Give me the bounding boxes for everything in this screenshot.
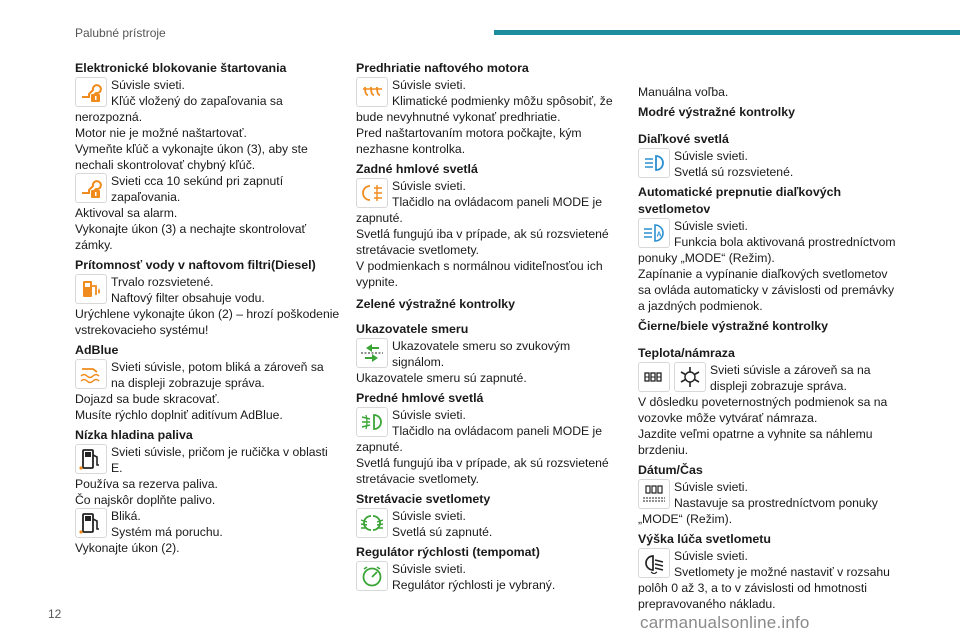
text-line: Dojazd sa bude skracovať. bbox=[75, 392, 220, 406]
text-line: Systém má poruchu. bbox=[111, 525, 223, 539]
fuel-pump-icon bbox=[75, 444, 107, 474]
section-title: Predhriatie naftového motora bbox=[356, 61, 529, 75]
text-line: Vykonajte úkon (2). bbox=[75, 541, 180, 555]
bw-lamps-heading: Čierne/biele výstražné kontrolky bbox=[638, 319, 829, 333]
column-right bbox=[638, 84, 900, 616]
text-line: Klimatické podmienky môžu spôsobiť, že bbox=[392, 94, 613, 108]
front-fog-light-icon bbox=[356, 407, 388, 437]
text-line: Súvisle svieti. bbox=[674, 480, 748, 494]
text-line: stretávacie svetlomety. bbox=[356, 472, 480, 486]
text-line: nezhasne kontrolka. bbox=[356, 142, 466, 156]
text-line: Ukazovatele smeru sú zapnuté. bbox=[356, 371, 527, 385]
text-line: Súvisle svieti. bbox=[111, 78, 185, 92]
section-headlamp-leveling bbox=[638, 531, 900, 612]
text-line: Naftový filter obsahuje vodu. bbox=[111, 291, 265, 305]
adblue-icon bbox=[75, 359, 107, 389]
section-title: Zadné hmlové svetlá bbox=[356, 162, 478, 176]
blue-lamps-heading: Modré výstražné kontrolky bbox=[638, 105, 795, 119]
auto-main-beam-icon bbox=[638, 218, 670, 248]
section-adblue bbox=[75, 342, 345, 423]
text-line: zámky. bbox=[75, 238, 113, 252]
text-line: Svetlomety je možné nastaviť v rozsahu bbox=[674, 565, 890, 579]
text-line: Svetlá sú rozsvietené. bbox=[674, 165, 794, 179]
text-line: Regulátor rýchlosti je vybraný. bbox=[392, 578, 556, 592]
text-line: Trvalo rozsvietené. bbox=[111, 275, 214, 289]
text-line: displeji zobrazuje správa. bbox=[710, 379, 847, 393]
section-low-fuel bbox=[75, 427, 345, 556]
text-line: nechali skontrolovať chybný kľúč. bbox=[75, 158, 256, 172]
text-line: Svieti súvisle a zároveň sa na bbox=[710, 363, 871, 377]
clock-display-icon bbox=[638, 479, 670, 509]
text-line: Manuálna voľba. bbox=[638, 85, 729, 99]
speedometer-icon bbox=[356, 561, 388, 591]
section-title: Ukazovatele smeru bbox=[356, 322, 469, 336]
text-line: Používa sa rezerva paliva. bbox=[75, 477, 218, 491]
section-title: Teplota/námraza bbox=[638, 346, 735, 360]
text-line: Súvisle svieti. bbox=[392, 562, 466, 576]
text-line: Motor nie je možné naštartovať. bbox=[75, 126, 247, 140]
section-date-time bbox=[638, 462, 900, 527]
watermark: carmanualsonline.info bbox=[640, 613, 810, 632]
section-title: svetlometov bbox=[638, 202, 711, 216]
rear-fog-light-icon bbox=[356, 178, 388, 208]
text-line: Kľúč vložený do zapaľovania sa bbox=[111, 94, 283, 108]
text-line: bude nevyhnutné vykonať predhriatie. bbox=[356, 110, 561, 124]
section-title: Dátum/Čas bbox=[638, 463, 703, 477]
page-number: 12 bbox=[48, 607, 62, 621]
immobiliser-icon bbox=[75, 77, 107, 107]
text-line: Vymeňte kľúč a vykonajte úkon (3), aby ste bbox=[75, 142, 308, 156]
section-cruise-control bbox=[356, 544, 626, 593]
text-line: Vykonajte úkon (3) a nechajte skontrolovať bbox=[75, 222, 307, 236]
section-title: Výška lúča svetlometu bbox=[638, 532, 771, 546]
section-title: Regulátor rýchlosti (tempomat) bbox=[356, 545, 540, 559]
section-auto-main-beam bbox=[638, 184, 900, 314]
text-line: sa ovláda automaticky v závislosti od premávky bbox=[638, 283, 895, 297]
text-line: Funkcia bola aktivovaná prostredníctvom bbox=[674, 235, 896, 249]
section-title: Predné hmlové svetlá bbox=[356, 391, 484, 405]
text-line: prepravovaného nákladu. bbox=[638, 597, 776, 611]
text-line: Svetlá fungujú iba v prípade, ak sú rozsvietené bbox=[356, 227, 609, 241]
section-main-beam bbox=[638, 131, 900, 180]
text-line: „MODE“ (Režim). bbox=[638, 512, 733, 526]
section-rear-fog bbox=[356, 161, 626, 290]
section-title: Nízka hladina paliva bbox=[75, 428, 193, 442]
text-line: V podmienkach s normálnou viditeľnosťou ich bbox=[356, 259, 603, 273]
direction-indicator-icon bbox=[356, 338, 388, 368]
headlamp-leveling-icon bbox=[638, 548, 670, 578]
immobiliser-icon bbox=[75, 173, 107, 203]
water-in-fuel-icon bbox=[75, 274, 107, 304]
text-line: nerozpozná. bbox=[75, 110, 143, 124]
text-line: Súvisle svieti. bbox=[392, 179, 466, 193]
text-line: Ukazovatele smeru so zvukovým bbox=[392, 339, 571, 353]
section-indicators bbox=[356, 321, 626, 386]
text-line: Súvisle svieti. bbox=[674, 149, 748, 163]
text-line: Súvisle svieti. bbox=[392, 509, 466, 523]
text-line: Svieti súvisle, potom bliká a zároveň sa bbox=[111, 360, 324, 374]
text-line: ponuky „MODE“ (Režim). bbox=[638, 251, 775, 265]
text-line: Svetlá sú zapnuté. bbox=[392, 525, 493, 539]
text-line: Tlačidlo na ovládacom paneli MODE je bbox=[392, 424, 602, 438]
text-line: Bliká. bbox=[111, 509, 141, 523]
text-line: Urýchlene vykonajte úkon (2) – hrozí poškodenie bbox=[75, 307, 340, 321]
section-dipped-beam bbox=[356, 491, 626, 540]
text-line: stretávacie svetlomety. bbox=[356, 243, 480, 257]
text-line: Aktivoval sa alarm. bbox=[75, 206, 178, 220]
text-line: polôh 0 až 3, a to v závislosti od hmotnosti bbox=[638, 581, 867, 595]
text-line: Tlačidlo na ovládacom paneli MODE je bbox=[392, 195, 602, 209]
text-line: vypnite. bbox=[356, 275, 399, 289]
text-line: V dôsledku poveternostných podmienok sa na bbox=[638, 395, 888, 409]
snowflake-icon bbox=[674, 362, 706, 392]
section-title: Automatické prepnutie diaľkových bbox=[638, 185, 842, 199]
green-lamps-heading: Zelené výstražné kontrolky bbox=[356, 297, 516, 311]
glow-plug-icon bbox=[356, 77, 388, 107]
section-immobiliser bbox=[75, 60, 345, 253]
text-line: vstrekovacieho systému! bbox=[75, 323, 209, 337]
fuel-pump-icon bbox=[75, 508, 107, 538]
running-header: Palubné prístroje bbox=[75, 26, 166, 40]
text-line: Súvisle svieti. bbox=[674, 219, 748, 233]
section-water-in-diesel bbox=[75, 257, 345, 338]
svg-text:A: A bbox=[656, 231, 662, 239]
main-beam-icon bbox=[638, 148, 670, 178]
text-line: Súvisle svieti. bbox=[392, 408, 466, 422]
text-line: zapaľovania. bbox=[111, 190, 181, 204]
section-title: Stretávacie svetlomety bbox=[356, 492, 491, 506]
section-preheat bbox=[356, 60, 626, 157]
text-line: Súvisle svieti. bbox=[392, 78, 466, 92]
column-middle bbox=[356, 60, 626, 597]
section-title: Prítomnosť vody v naftovom filtri(Diesel) bbox=[75, 258, 316, 272]
text-line: zapnuté. bbox=[356, 211, 403, 225]
text-line: Svieti súvisle, pričom je ručička v oblasti bbox=[111, 445, 328, 459]
dipped-beam-icon bbox=[356, 508, 388, 538]
section-front-fog bbox=[356, 390, 626, 487]
text-line: Čo najskôr doplňte palivo. bbox=[75, 493, 216, 507]
text-line: E. bbox=[111, 461, 123, 475]
text-line: Jazdite veľmi opatrne a vyhnite sa náhlemu bbox=[638, 427, 873, 441]
text-line: Nastavuje sa prostredníctvom ponuky bbox=[674, 496, 878, 510]
text-line: Zapínanie a vypínanie diaľkových svetlometov bbox=[638, 267, 888, 281]
section-title: AdBlue bbox=[75, 343, 119, 357]
text-line: Svetlá fungujú iba v prípade, ak sú rozsvietené bbox=[356, 456, 609, 470]
section-title: Diaľkové svetlá bbox=[638, 132, 729, 146]
section-title: Elektronické blokovanie štartovania bbox=[75, 61, 287, 75]
text-line: brzdeniu. bbox=[638, 443, 689, 457]
text-line: zapnuté. bbox=[356, 440, 403, 454]
text-line: Súvisle svieti. bbox=[674, 549, 748, 563]
text-line: Svieti cca 10 sekúnd pri zapnutí bbox=[111, 174, 284, 188]
text-line: Pred naštartovaním motora počkajte, kým bbox=[356, 126, 582, 140]
text-line: vozovke môže vytvárať námraza. bbox=[638, 411, 818, 425]
text-line: Musíte rýchlo doplniť aditívum AdBlue. bbox=[75, 408, 283, 422]
section-frost bbox=[638, 345, 900, 458]
text-line: na displeji zobrazuje správa. bbox=[111, 376, 265, 390]
temperature-display-icon bbox=[638, 362, 670, 392]
text-line: a jazdných podmienok. bbox=[638, 299, 763, 313]
header-accent-bar bbox=[494, 30, 960, 35]
column-left bbox=[75, 60, 345, 560]
text-line: signálom. bbox=[392, 355, 445, 369]
